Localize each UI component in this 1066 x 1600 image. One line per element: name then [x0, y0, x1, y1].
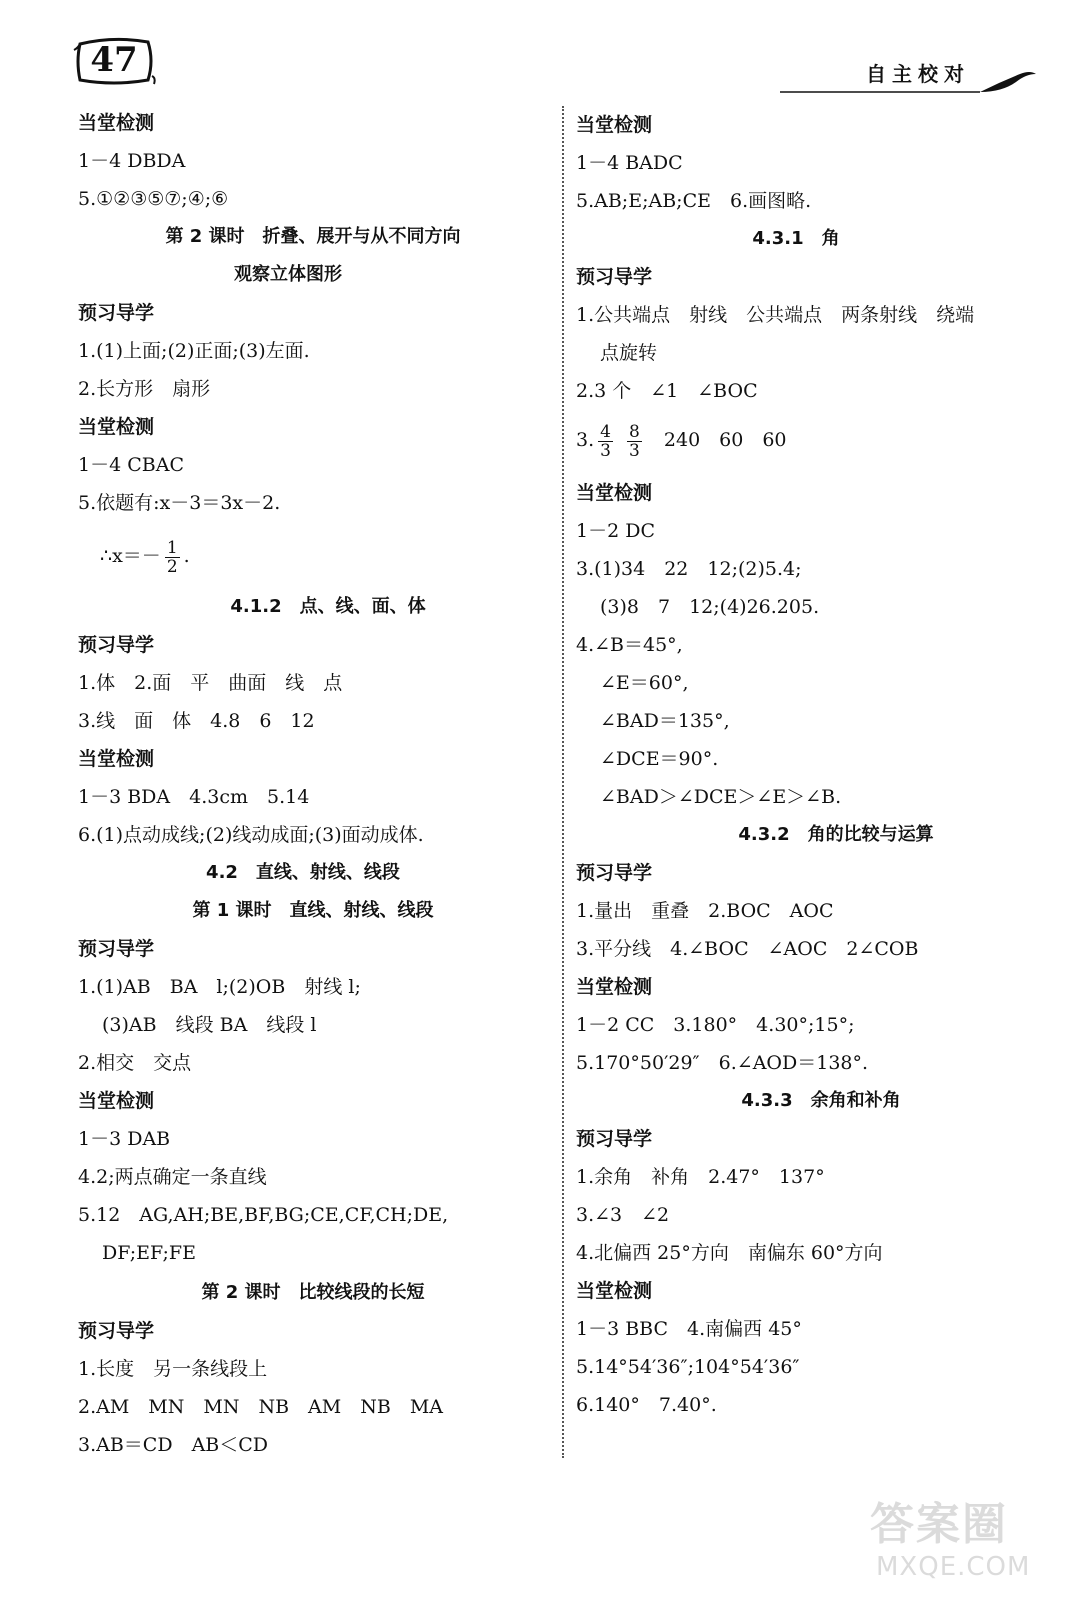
section-heading: 当堂检测 [78, 1090, 155, 1112]
answer-line: 5.170°50′29″ 6.∠AOD＝138°. [576, 1052, 869, 1074]
section-heading: 预习导学 [78, 938, 155, 960]
section-heading: 当堂检测 [78, 112, 155, 134]
answer-line: 4.∠B＝45°, [576, 634, 683, 656]
fraction [165, 539, 180, 576]
answer-line: 1.体 2.面 平 曲面 线 点 [78, 672, 343, 694]
answer-line: 1－3 DAB [78, 1128, 171, 1150]
section-heading: 当堂检测 [576, 114, 653, 136]
fraction-suffix: . [183, 545, 190, 567]
lesson-title: 4.3.3 余角和补角 [741, 1090, 901, 1111]
answer-line: 3.AB＝CD AB＜CD [78, 1434, 269, 1456]
answer-line: 3.平分线 4.∠BOC ∠AOC 2∠COB [576, 938, 919, 960]
fraction-numerator: 1 [166, 537, 178, 558]
fraction-denominator: 3 [600, 440, 611, 461]
section-heading: 当堂检测 [576, 976, 653, 998]
section-heading: 预习导学 [78, 302, 155, 324]
section-heading: 当堂检测 [576, 482, 653, 504]
answer-line: ∠BAD＝135°, [600, 710, 730, 732]
answer-line: 3.线 面 体 4.8 6 12 [78, 710, 315, 732]
page-number-badge [72, 34, 156, 88]
answer-line-fraction [576, 418, 787, 462]
answer-line: 5.依题有:x－3＝3x－2. [78, 492, 281, 514]
header-title: 自主校对 [866, 62, 970, 86]
answer-line: (3)AB 线段 BA 线段 l [102, 1014, 317, 1036]
answer-line: 1.余角 补角 2.47° 137° [576, 1166, 825, 1188]
fraction-numerator: 8 [629, 421, 640, 442]
fraction-numerator: 4 [600, 421, 611, 442]
answer-line: 1－4 CBAC [78, 454, 184, 476]
lesson-title: 第 2 课时 比较线段的长短 [201, 1282, 425, 1303]
answer-line: 5.AB;E;AB;CE 6.画图略. [576, 190, 812, 212]
answer-number: 3. [576, 429, 595, 451]
lesson-title: 观察立体图形 [234, 264, 342, 285]
section-heading: 当堂检测 [78, 748, 155, 770]
answer-line: 1－3 BBC 4.南偏西 45° [576, 1318, 802, 1340]
fraction [627, 423, 642, 460]
answer-line: (3)8 7 12;(4)26.205. [600, 596, 820, 618]
answer-line: 6.140° 7.40°. [576, 1394, 717, 1416]
lesson-title: 4.3.1 角 [752, 228, 840, 249]
answer-line: 5.12 AG,AH;BE,BF,BG;CE,CF,CH;DE, [78, 1204, 449, 1226]
answer-line: 5.①②③⑤⑦;④;⑥ [78, 188, 229, 210]
answer-line: 1－4 DBDA [78, 150, 186, 172]
answer-line: DF;EF;FE [102, 1242, 196, 1264]
answer-line: ∠DCE＝90°. [600, 748, 719, 770]
answer-line: 4.北偏西 25°方向 南偏东 60°方向 [576, 1242, 883, 1264]
answer-line: 1－2 CC 3.180° 4.30°;15°; [576, 1014, 855, 1036]
answer-line: 3.∠3 ∠2 [576, 1204, 670, 1226]
answer-line: 2.相交 交点 [78, 1052, 192, 1074]
lesson-title: 4.1.2 点、线、面、体 [230, 596, 426, 617]
column-divider [562, 106, 564, 1458]
answer-line: 1.长度 另一条线段上 [78, 1358, 268, 1380]
watermark [870, 1488, 1050, 1588]
answer-line: 1.公共端点 射线 公共端点 两条射线 绕端 [576, 304, 975, 326]
answer-line: ∠E＝60°, [600, 672, 689, 694]
answer-line: 1－2 DC [576, 520, 655, 542]
lesson-title: 第 1 课时 直线、射线、线段 [192, 900, 434, 921]
fraction-prefix: ∴x＝－ [100, 545, 161, 567]
header-section-label [780, 52, 1040, 102]
fraction-denominator: 2 [166, 556, 178, 577]
answer-line: 1.(1)AB BA l;(2)OB 射线 l; [78, 976, 361, 998]
answer-line: 1－4 BADC [576, 152, 683, 174]
lesson-title: 第 2 课时 折叠、展开与从不同方向 [165, 226, 461, 247]
fraction [598, 423, 613, 460]
watermark-logo-text: 答案圈 [870, 1499, 1008, 1550]
watermark-url: MXQE.COM [876, 1552, 1031, 1582]
section-heading: 预习导学 [78, 1320, 155, 1342]
answer-line: 1.(1)上面;(2)正面;(3)左面. [78, 340, 310, 362]
answer-values: 240 60 60 [663, 429, 787, 451]
lesson-title: 4.2 直线、射线、线段 [206, 862, 400, 883]
lesson-title: 4.3.2 角的比较与运算 [738, 824, 934, 845]
answer-line: 2.长方形 扇形 [78, 378, 211, 400]
answer-line: 1.量出 重叠 2.BOC AOC [576, 900, 834, 922]
answer-line: 6.(1)点动成线;(2)线动成面;(3)面动成体. [78, 824, 424, 846]
section-heading: 预习导学 [576, 266, 653, 288]
section-heading: 当堂检测 [576, 1280, 653, 1302]
answer-line: ∠BAD＞∠DCE＞∠E＞∠B. [600, 786, 842, 808]
section-heading: 当堂检测 [78, 416, 155, 438]
answer-line: 5.14°54′36″;104°54′36″ [576, 1356, 800, 1378]
section-heading: 预习导学 [78, 634, 155, 656]
answer-line: 2.3 个 ∠1 ∠BOC [576, 380, 758, 402]
answer-line: 点旋转 [600, 342, 658, 364]
answer-line: 1－3 BDA 4.3cm 5.14 [78, 786, 310, 808]
section-heading: 预习导学 [576, 1128, 653, 1150]
answer-line: 2.AM MN MN NB AM NB MA [78, 1396, 443, 1418]
fraction-denominator: 3 [629, 440, 640, 461]
page-number: 47 [90, 40, 138, 80]
answer-line-fraction [78, 536, 190, 576]
section-heading: 预习导学 [576, 862, 653, 884]
answer-line: 3.(1)34 22 12;(2)5.4; [576, 558, 802, 580]
answer-line: 4.2;两点确定一条直线 [78, 1166, 267, 1188]
